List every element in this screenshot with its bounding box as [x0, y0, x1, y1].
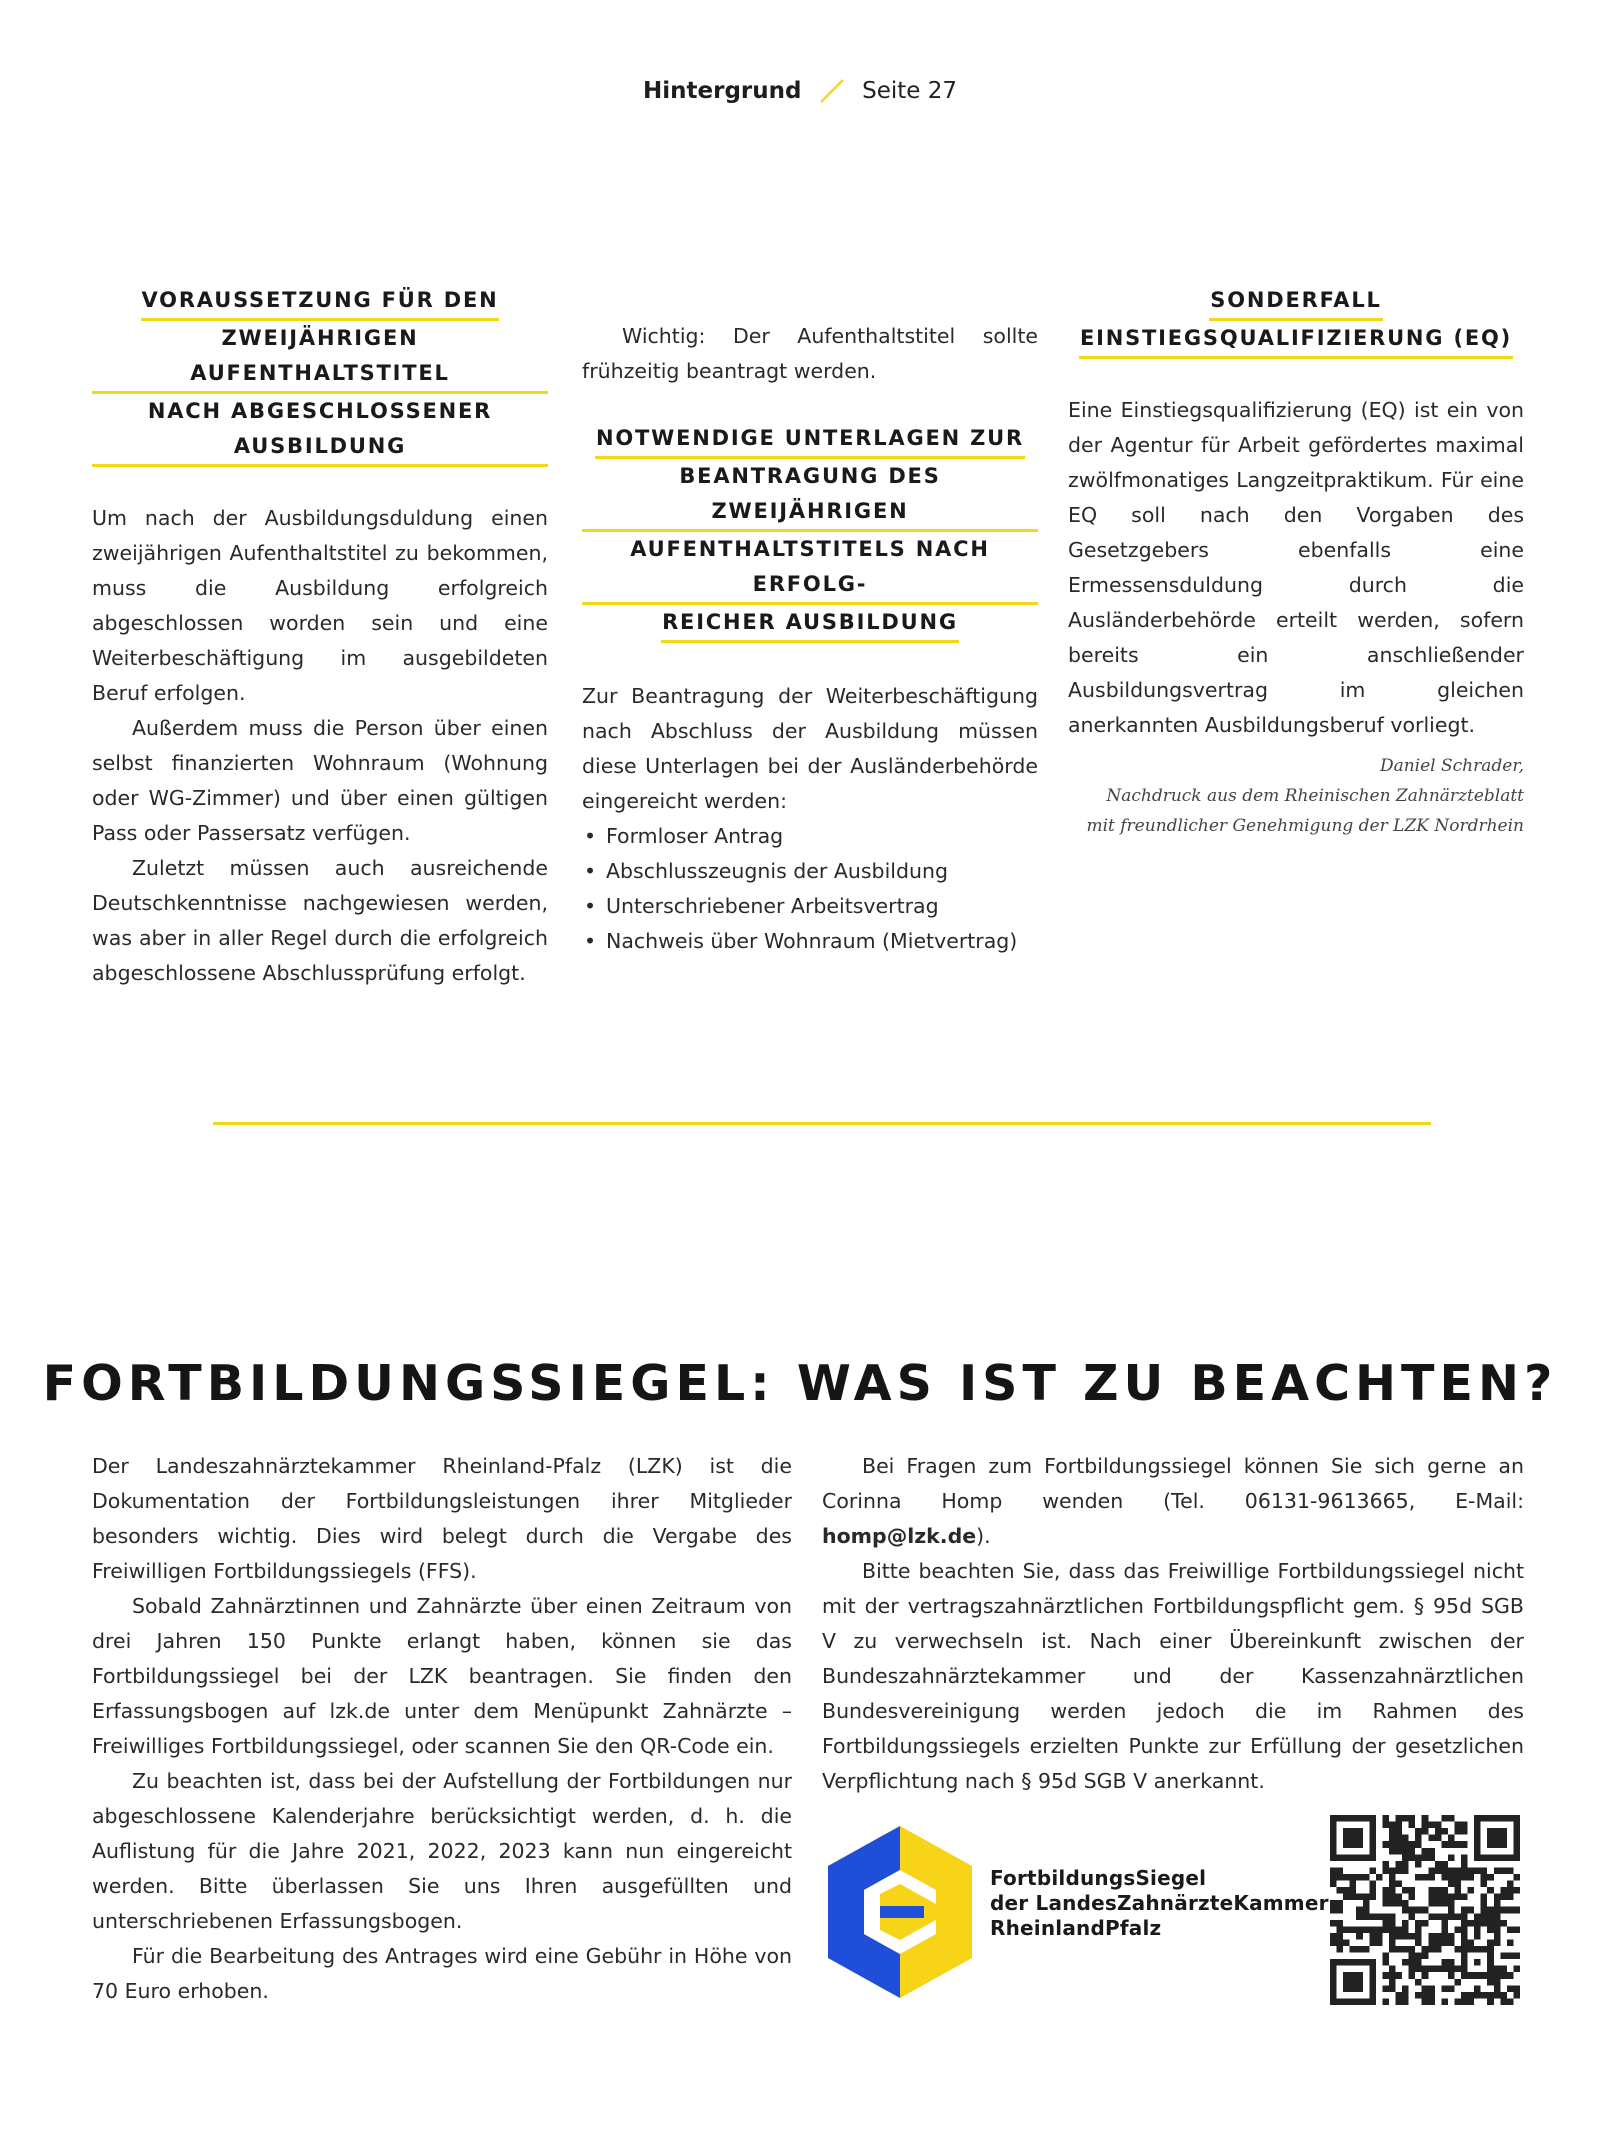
- logo-line: der LandesZahnärzteKammer: [990, 1891, 1329, 1915]
- paragraph: Wichtig: Der Aufenthaltstitel sollte frühzeitig beantragt werden.: [582, 324, 1038, 383]
- documents-body: [582, 679, 1038, 819]
- heading-line: EINSTIEGSQUALIFIZIERUNG (EQ): [1079, 321, 1513, 359]
- paragraph: Um nach der Ausbildungsduldung einen zweijährigen Aufenthaltstitel zu bekommen, muss die Ausbildung erfolgreich abgeschlossen worden sein und eine Weiterbeschäftigung im ausgebildeten Beruf erfolgen.: [92, 506, 548, 705]
- section-label: Hintergrund: [643, 78, 802, 104]
- paragraph: Für die Bearbeitung des Antrages wird eine Gebühr in Höhe von 70 Euro erhoben.: [92, 1944, 792, 2003]
- important-note: [582, 319, 1038, 389]
- column-documents: [582, 283, 1038, 959]
- paragraph: Eine Einstiegsqualifizierung (EQ) ist ein von der Agentur für Arbeit gefördertes maximal zwölfmonatiges Langzeitpraktikum. Für eine EQ soll nach den Vorgaben des Gesetzgebers ebenfalls eine Ermessensduldung durch die Ausländerbehörde erteilt werden, sofern bereits ein anschließender Ausbildungsvertrag im gleichen anerkannten Ausbildungsberuf vorliegt.: [1068, 398, 1524, 737]
- logo-line: RheinlandPfalz: [990, 1916, 1162, 1940]
- qr-code-icon[interactable]: [1330, 1815, 1520, 2005]
- list-item: • Nachweis über Wohnraum (Mietvertrag): [582, 924, 1038, 959]
- special-case-body: [1068, 393, 1524, 743]
- attribution-line: Daniel Schrader,: [1379, 756, 1524, 776]
- paragraph: Zuletzt müssen auch ausreichende Deutschkenntnisse nachgewiesen werden, was aber in aller Regel durch die erfolgreich abgeschlossene Abschlussprüfung erfolgt.: [92, 856, 548, 985]
- heading-line: REICHER AUSBILDUNG: [661, 605, 959, 643]
- email-link[interactable]: homp@lzk.de: [822, 1524, 977, 1548]
- heading-line: ZWEIJÄHRIGEN AUFENTHALTSTITEL: [92, 321, 548, 394]
- paragraph: Sobald Zahnärztinnen und Zahnärzte über einen Zeitraum von drei Jahren 150 Punkte erlangt haben, können sie das Fortbildungssiegel bei der LZK beantragen. Sie finden den Erfassungsbogen auf lzk.de unter dem Menüpunkt Zahnärzte – Freiwilliges Fortbildungssiegel, oder scannen Sie den QR-Code ein.: [92, 1594, 792, 1758]
- column-special-case: [1068, 283, 1524, 841]
- section-heading-requirements: [92, 283, 548, 467]
- section-heading-documents: [582, 421, 1038, 643]
- article-left-column: [92, 1449, 792, 2009]
- list-item: • Unterschriebener Arbeitsvertrag: [582, 889, 1038, 924]
- fortbildungssiegel-logo: [820, 1822, 1340, 2002]
- documents-list: [582, 819, 1038, 959]
- paragraph: Außerdem muss die Person über einen selbst finanzierten Wohnraum (Wohnung oder WG-Zimmer) und über einen gültigen Pass oder Passersatz verfügen.: [92, 716, 548, 845]
- paragraph: Bitte beachten Sie, dass das Freiwillige Fortbildungssiegel nicht mit der vertragszahnärztlichen Fortbildungspflicht gem. § 95d SGB V zu verwechseln ist. Nach einer Übereinkunft zwischen der Bundeszahnärztekammer und der Kassenzahnärztlichen Bundesvereinigung werden jedoch die im Rahmen des Fortbildungssiegels erzielten Punkte zur Erfüllung der gesetzlichen Verpflichtung nach § 95d SGB V anerkannt.: [822, 1559, 1524, 1793]
- paragraph: Zu beachten ist, dass bei der Aufstellung der Fortbildungen nur abgeschlossene Kalenderjahre berücksichtigt werden, d. h. die Auflistung für die Jahre 2021, 2022, 2023 kann nun eingereicht werden. Bitte überlassen Sie uns Ihren ausgefüllten und unterschriebenen Erfassungsbogen.: [92, 1769, 792, 1933]
- hexagon-seal-icon: [820, 1822, 980, 2002]
- logo-wordmark: [990, 1866, 1329, 1941]
- heading-line: NACH ABGESCHLOSSENER AUSBILDUNG: [92, 394, 548, 467]
- heading-line: BEANTRAGUNG DES ZWEIJÄHRIGEN: [582, 459, 1038, 532]
- requirements-body: [92, 501, 548, 991]
- text-span: Bei Fragen zum Fortbildungssiegel können Sie sich gerne an Corinna Homp wenden (Tel. 06131-9613665, E-Mail:: [822, 1454, 1524, 1513]
- paragraph: Der Landeszahnärztekammer Rheinland-Pfalz (LZK) ist die Dokumentation der Fortbildungsleistungen ihrer Mitglieder besonders wichtig. Dies wird belegt durch die Vergabe des Freiwilligen Fortbildungssiegels (FFS).: [92, 1454, 792, 1583]
- text-span: ).: [976, 1524, 991, 1548]
- page-number: Seite 27: [862, 78, 957, 104]
- paragraph: Zur Beantragung der Weiterbeschäftigung nach Abschluss der Ausbildung müssen diese Unterlagen bei der Ausländerbehörde eingereicht werden:: [582, 684, 1038, 813]
- paragraph: [822, 1449, 1524, 1554]
- heading-line: SONDERFALL: [1209, 283, 1382, 321]
- heading-line: AUFENTHALTSTITELS NACH ERFOLG-: [582, 532, 1038, 605]
- heading-line: NOTWENDIGE UNTERLAGEN ZUR: [595, 421, 1025, 459]
- logo-line: FortbildungsSiegel: [990, 1866, 1207, 1890]
- list-item: • Abschlusszeugnis der Ausbildung: [582, 854, 1038, 889]
- article-right-column: [822, 1449, 1524, 1799]
- article-title: FORTBILDUNGSSIEGEL: WAS IST ZU BEACHTEN?: [42, 1355, 1558, 1412]
- page-header: [0, 76, 1600, 106]
- slash-divider-icon: [817, 76, 847, 106]
- attribution-line: Nachdruck aus dem Rheinischen Zahnärzteblatt: [1106, 786, 1524, 806]
- section-heading-special-case: [1068, 283, 1524, 359]
- column-requirements: [92, 283, 548, 991]
- heading-line: VORAUSSETZUNG FÜR DEN: [141, 283, 500, 321]
- attribution: [1068, 751, 1524, 841]
- attribution-line: mit freundlicher Genehmigung der LZK Nordrhein: [1086, 816, 1524, 836]
- list-item: • Formloser Antrag: [582, 819, 1038, 854]
- section-divider: [213, 1122, 1431, 1125]
